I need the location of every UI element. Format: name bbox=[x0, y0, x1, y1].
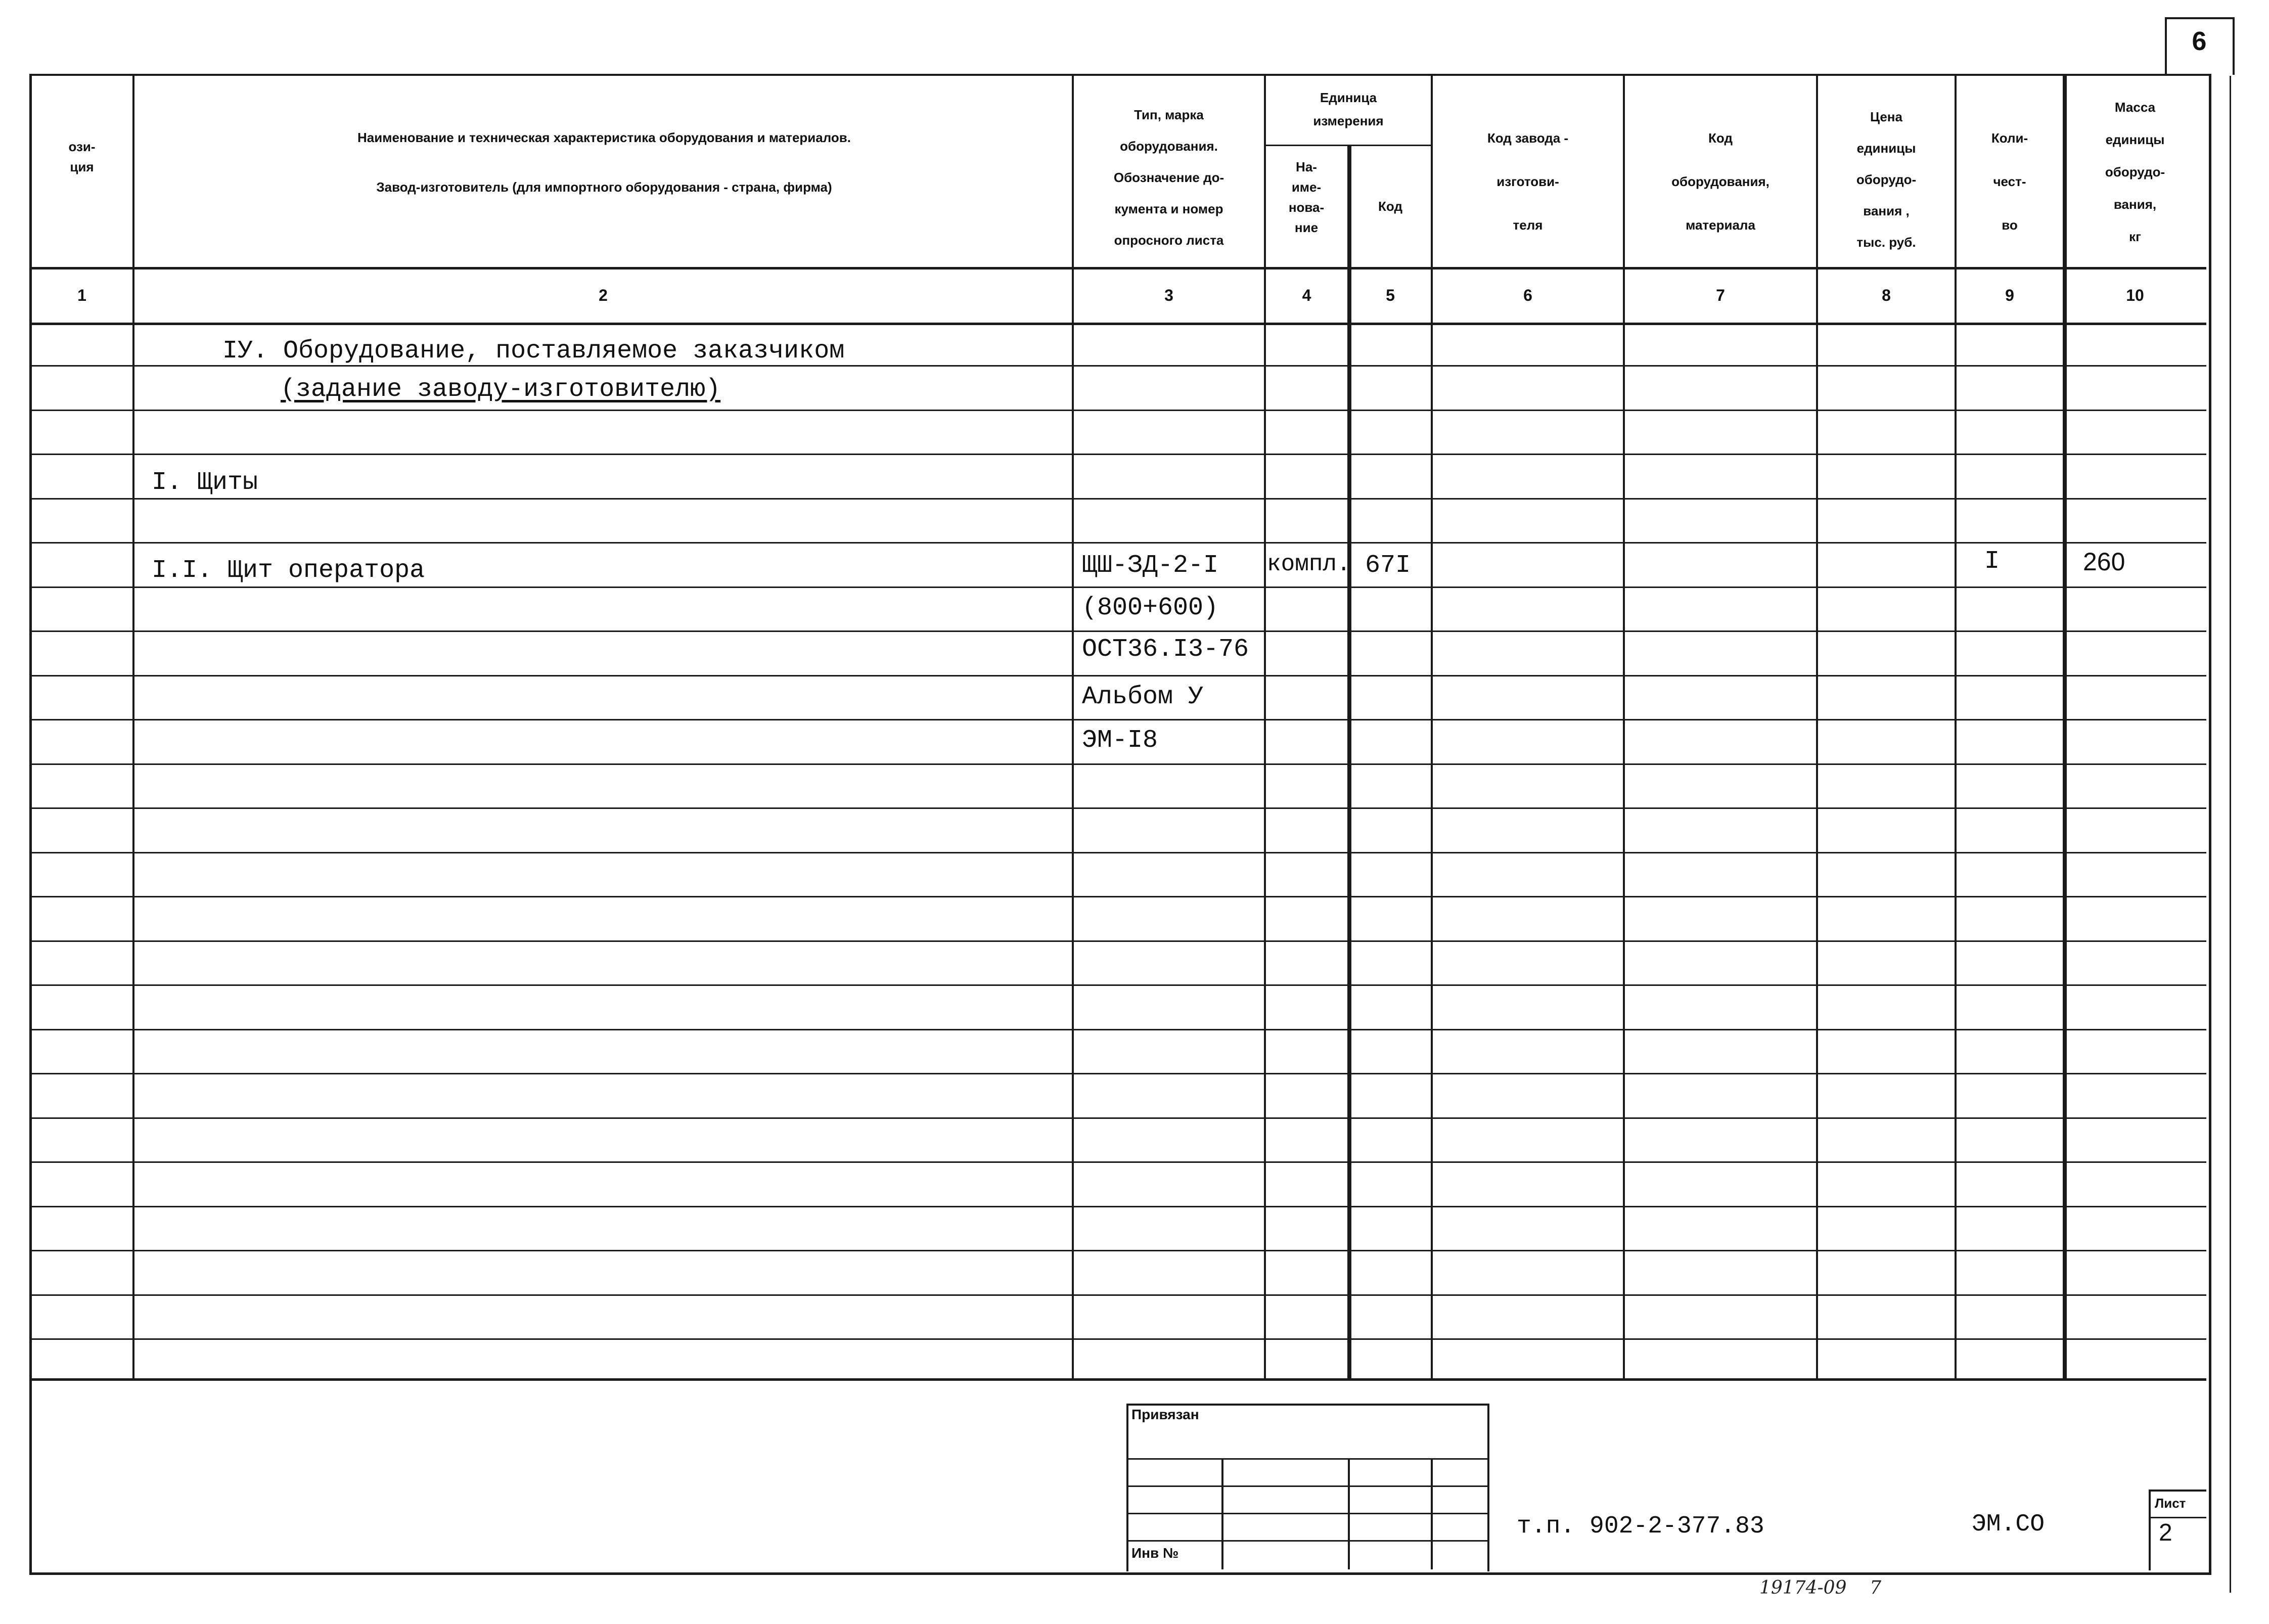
body-row-line bbox=[29, 1338, 2206, 1340]
body-row-line bbox=[29, 940, 2206, 942]
body-row-line bbox=[29, 587, 2206, 588]
col-border-8 bbox=[1955, 76, 1957, 1379]
colnum-bottom-line bbox=[29, 323, 2206, 325]
col-number-3: 3 bbox=[1164, 286, 1173, 304]
privyazan-label: Привязан bbox=[1131, 1407, 1199, 1422]
body-row-line bbox=[29, 630, 2206, 632]
col-number-10: 10 bbox=[2126, 286, 2144, 304]
body-row-line bbox=[29, 719, 2206, 720]
item-type-3: ОСТ36.I3-76 bbox=[1082, 635, 1249, 664]
doc-code: т.п. 902-2-377.83 bbox=[1517, 1513, 1764, 1540]
col-border-4 bbox=[1347, 146, 1351, 1379]
body-row-line bbox=[29, 807, 2206, 809]
sheet-box-line bbox=[2149, 1517, 2206, 1518]
sheet-number: 2 bbox=[2159, 1519, 2172, 1546]
sheet-label: Лист bbox=[2155, 1496, 2186, 1511]
body-row-line bbox=[29, 1294, 2206, 1296]
privyazan-line-2 bbox=[1126, 1485, 1487, 1487]
header-col1: ози- ция bbox=[68, 139, 96, 174]
footer-handwritten: 19174-09 7 bbox=[1759, 1577, 1882, 1598]
item-type-4: Альбом У bbox=[1082, 683, 1204, 711]
col-number-1: 1 bbox=[77, 286, 86, 304]
body-row-line bbox=[29, 984, 2206, 986]
header-col9: Коли- чест- во bbox=[1991, 130, 2028, 233]
table-bottom-line bbox=[29, 1378, 2206, 1381]
body-row-line bbox=[29, 1117, 2206, 1119]
privyazan-vline-2 bbox=[1348, 1458, 1350, 1569]
header-col2-line1: Наименование и техническая характеристика оборудования и материалов. bbox=[357, 130, 851, 145]
col-border-9 bbox=[2063, 76, 2067, 1379]
privyazan-box bbox=[1126, 1404, 1489, 1571]
item-type-5: ЭМ-I8 bbox=[1082, 726, 1158, 755]
privyazan-vline-3 bbox=[1431, 1458, 1433, 1569]
col-number-8: 8 bbox=[1882, 286, 1891, 304]
privyazan-line-3 bbox=[1126, 1513, 1487, 1514]
col-number-6: 6 bbox=[1523, 286, 1532, 304]
header-col5: Код bbox=[1378, 199, 1402, 214]
section-title-line1: IУ. Оборудование, поставляемое заказчиком bbox=[222, 337, 845, 366]
col-border-2 bbox=[1072, 76, 1074, 1379]
body-row-line bbox=[29, 1161, 2206, 1163]
header-col7: Код оборудования, материала bbox=[1671, 130, 1769, 233]
header-col10: Масса единицы оборудо- вания, кг bbox=[2105, 100, 2165, 244]
privyazan-line-4 bbox=[1126, 1540, 1487, 1542]
body-row-line bbox=[29, 1073, 2206, 1074]
subsection-title: I. Щиты bbox=[152, 468, 258, 497]
right-edge-line bbox=[2230, 76, 2231, 1593]
privyazan-line-1 bbox=[1126, 1458, 1487, 1460]
header-col8: Цена единицы оборудо- вания , тыс. руб. bbox=[1856, 109, 1917, 250]
page-number: 6 bbox=[2192, 27, 2207, 56]
item-mass: 260 bbox=[2083, 548, 2125, 576]
item-code: 67I bbox=[1365, 551, 1411, 580]
inv-no-label: Инв № bbox=[1131, 1545, 1179, 1561]
body-row-line bbox=[29, 410, 2206, 411]
section-title-line2: (задание заводу-изготовителю) bbox=[281, 375, 721, 404]
body-row-line bbox=[29, 852, 2206, 853]
body-row-line bbox=[29, 498, 2206, 500]
header-col6: Код завода - изготови- теля bbox=[1487, 130, 1569, 233]
item-type-1: ЩШ-ЗД-2-I bbox=[1082, 551, 1219, 580]
body-row-line bbox=[29, 1206, 2206, 1207]
body-row-line bbox=[29, 542, 2206, 544]
col-number-5: 5 bbox=[1386, 286, 1395, 304]
col-border-3 bbox=[1264, 76, 1266, 1379]
col-border-6 bbox=[1623, 76, 1625, 1379]
item-type-2: (800+600) bbox=[1082, 594, 1219, 622]
privyazan-vline-1 bbox=[1221, 1458, 1223, 1569]
header-col4: На- име- нова- ние bbox=[1288, 159, 1325, 235]
col-border-7 bbox=[1816, 76, 1818, 1379]
col-number-7: 7 bbox=[1716, 286, 1725, 304]
body-row-line bbox=[29, 1029, 2206, 1030]
body-row-line bbox=[29, 454, 2206, 455]
header-unit-group: Единица измерения bbox=[1313, 90, 1384, 128]
body-row-line bbox=[29, 763, 2206, 765]
col-border-1 bbox=[132, 76, 134, 1379]
col-number-2: 2 bbox=[599, 286, 608, 304]
item-qty: I bbox=[1984, 547, 2000, 576]
body-row-line bbox=[29, 896, 2206, 897]
header-bottom-line bbox=[29, 267, 2206, 269]
body-row-line bbox=[29, 675, 2206, 676]
item-name: I.I. Щит оператора bbox=[152, 556, 425, 585]
doc-mark: ЭМ.СО bbox=[1972, 1511, 2045, 1538]
header-col2-line2: Завод-изготовитель (для импортного оборудования - страна, фирма) bbox=[376, 179, 832, 195]
col-border-5 bbox=[1431, 76, 1433, 1379]
col-number-4: 4 bbox=[1302, 286, 1311, 304]
header-col3: Тип, марка оборудования. Обозначение до- кумента и номер опросного листа bbox=[1113, 107, 1224, 248]
item-unit: компл. bbox=[1267, 551, 1351, 577]
col-number-9: 9 bbox=[2005, 286, 2014, 304]
body-row-line bbox=[29, 1250, 2206, 1251]
